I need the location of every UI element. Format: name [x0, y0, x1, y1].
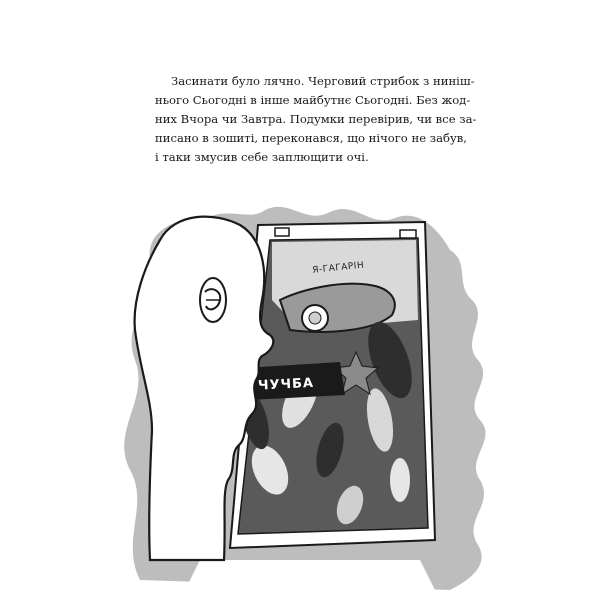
ear-icon: [200, 278, 226, 322]
poster-label-bottom: ЧУЧБА: [257, 375, 315, 394]
poster-label-top: Я-ГАГАРІН: [311, 260, 365, 276]
paragraph-line: Засинати було лячно. Черговий стрибок з ниніш-: [171, 74, 475, 88]
paragraph-line: нього Сьогодні в інше майбутнє Сьогодні. Без жод-: [155, 93, 471, 107]
paragraph-line: них Вчора чи Завтра. Подумки перевірив, чи все за-: [155, 112, 477, 126]
paragraph-line: писано в зошиті, переконався, що нічого не забув,: [155, 131, 467, 145]
paragraph-line: і таки змусив себе заплющити очі.: [155, 150, 369, 164]
